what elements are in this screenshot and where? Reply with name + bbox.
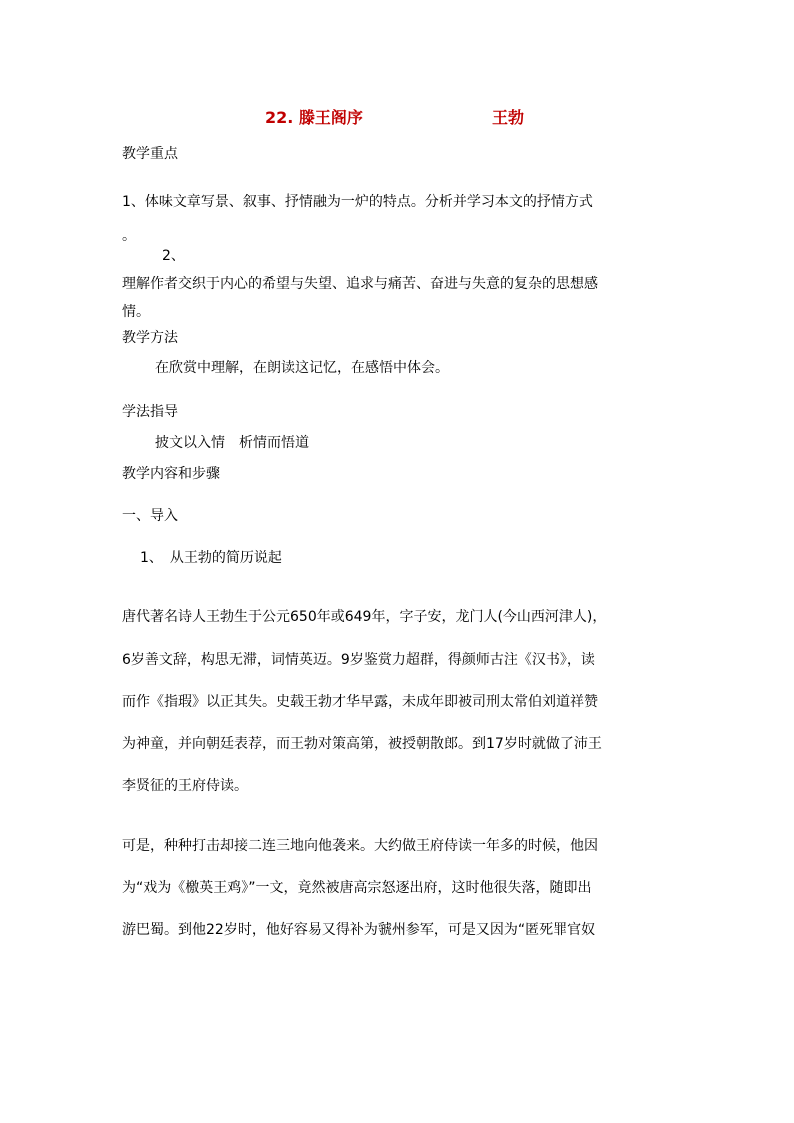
method-text: 在欣赏中理解，在朗读这记忆，在感悟中体会。 xyxy=(155,360,449,376)
document-title: 22. 滕王阁序 xyxy=(265,108,363,127)
paragraph-2-line-1: 可是，种种打击却接二连三地向他袭来。大约做王府侍读一年多的时候，他因 xyxy=(122,838,598,854)
focus-item-2-number: 2、 xyxy=(162,248,185,264)
focus-item-2-line-1: 理解作者交织于内心的希望与失望、追求与痛苦、奋进与失意的复杂的思想感 xyxy=(122,276,598,292)
paragraph-1-line-3: 而作《指瑕》以正其失。史载王勃才华早露，未成年即被司刑太常伯刘道祥赞 xyxy=(122,694,598,710)
paragraph-1-line-1: 唐代著名诗人王勃生于公元650年或649年，字子安，龙门人(今山西河津人)， xyxy=(122,609,607,625)
focus-item-1-line-1: 1、体味文章写景、叙事、抒情融为一炉的特点。分析并学习本文的抒情方式 xyxy=(122,194,593,210)
section-heading-method: 教学方法 xyxy=(122,330,178,346)
document-author: 王勃 xyxy=(492,108,525,127)
section-heading-content: 教学内容和步骤 xyxy=(122,466,220,482)
paragraph-1-line-5: 李贤征的王府侍读。 xyxy=(122,778,248,794)
paragraph-1-line-2: 6岁善文辞，构思无滞，词情英迈。9岁鉴赏力超群，得颜师古注《汉书》，读 xyxy=(122,652,595,668)
guide-text: 披文以入情 析情而悟道 xyxy=(155,435,309,451)
focus-item-2-line-2: 情。 xyxy=(122,304,150,320)
section-heading-guide: 学法指导 xyxy=(122,404,178,420)
paragraph-1-line-4: 为神童，并向朝廷表荐，而王勃对策高第，被授朝散郎。到17岁时就做了沛王 xyxy=(122,736,602,752)
paragraph-2-line-2: 为“戏为《檄英王鸡》”一文，竟然被唐高宗怒逐出府，这时他很失落，随即出 xyxy=(122,880,592,896)
step-1-subheading: 1、 从王勃的简历说起 xyxy=(140,550,282,566)
focus-item-1-line-2: 。 xyxy=(122,228,136,244)
section-heading-focus: 教学重点 xyxy=(122,146,178,162)
paragraph-2-line-3: 游巴蜀。到他22岁时，他好容易又得补为虢州参军，可是又因为“匿死罪官奴 xyxy=(122,922,596,938)
step-1-heading: 一、导入 xyxy=(122,508,178,524)
